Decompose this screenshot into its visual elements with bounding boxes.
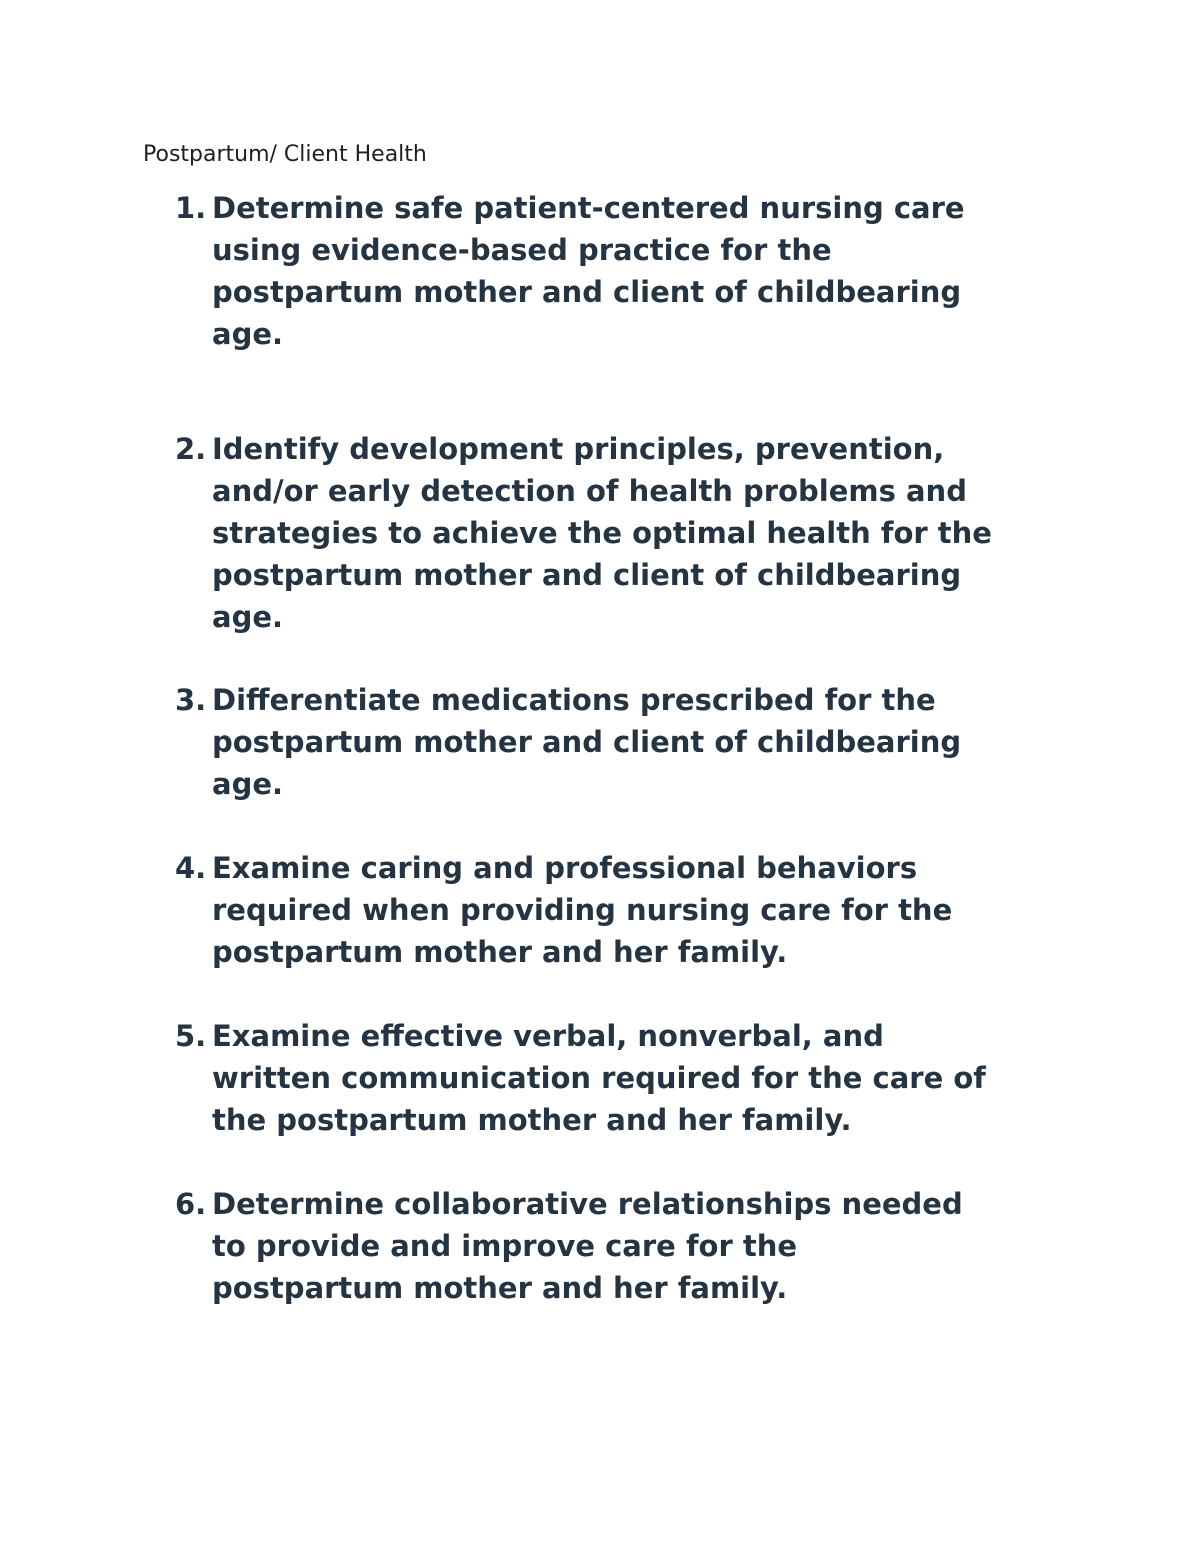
objective-number: 5.	[175, 1019, 207, 1053]
objective-number: 1.	[175, 191, 207, 225]
objective-number: 3.	[175, 683, 207, 717]
objective-item-6	[175, 1183, 1075, 1309]
objective-number: 4.	[175, 851, 207, 885]
objective-item-3	[175, 679, 1075, 805]
objective-number: 6.	[175, 1187, 207, 1221]
objective-text: Examine effective verbal, nonverbal, and written communication required for the care of the postpartum mother and her family.	[212, 1019, 986, 1137]
objective-item-1	[175, 187, 1075, 355]
objective-item-4	[175, 847, 1075, 973]
page-title: Postpartum/ Client Health	[143, 142, 427, 167]
objective-text: Determine collaborative relationships needed to provide and improve care for the postpartum mother and her family.	[212, 1187, 963, 1305]
objective-item-2	[175, 428, 1075, 638]
objective-text: Determine safe patient-centered nursing care using evidence-based practice for the postpartum mother and client of childbearing age.	[212, 191, 965, 351]
objective-text: Examine caring and professional behaviors required when providing nursing care for the postpartum mother and her family.	[212, 851, 953, 969]
objective-number: 2.	[175, 432, 207, 466]
objective-item-5	[175, 1015, 1075, 1141]
objective-text: Differentiate medications prescribed for the postpartum mother and client of childbearing age.	[212, 683, 962, 801]
objective-text: Identify development principles, prevention, and/or early detection of health problems and strategies to achieve the optimal health for the postpartum mother and client of childbearing age.	[212, 432, 992, 634]
